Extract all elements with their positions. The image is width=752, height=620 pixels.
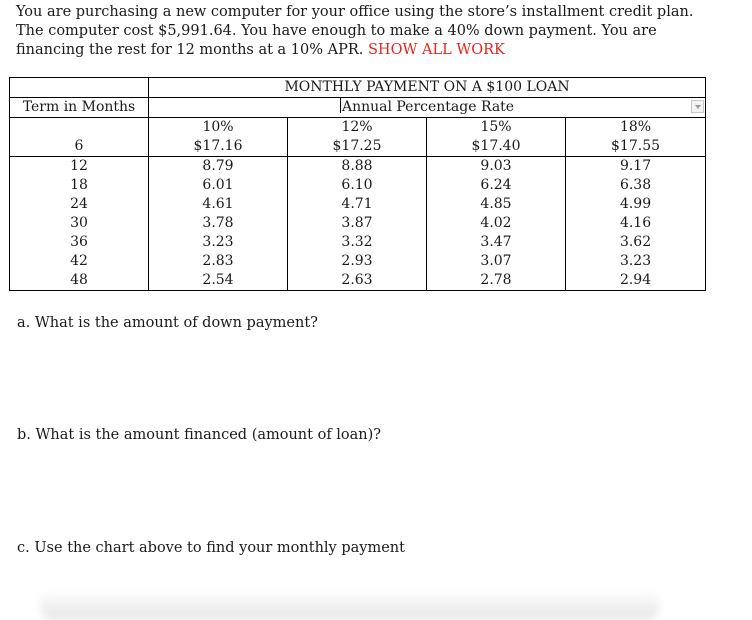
payment-cell: 8.79 xyxy=(149,157,288,177)
payment-cell: 8.88 xyxy=(288,157,427,177)
term-cell: 30 xyxy=(10,214,149,233)
rate-header: 12% xyxy=(288,118,427,138)
payment-cell: 4.85 xyxy=(427,195,566,214)
term-cell: 48 xyxy=(10,271,149,291)
payment-cell: $17.40 xyxy=(427,137,566,157)
question-a: a. What is the amount of down payment? xyxy=(17,315,318,331)
table-title: MONTHLY PAYMENT ON A $100 LOAN xyxy=(149,78,706,98)
payment-cell: 2.93 xyxy=(288,252,427,271)
payment-cell: 6.01 xyxy=(149,176,288,195)
blank-cell xyxy=(10,118,149,138)
problem-statement xyxy=(16,3,706,60)
payment-cell: 6.10 xyxy=(288,176,427,195)
payment-cell: 3.23 xyxy=(149,233,288,252)
payment-cell: 2.78 xyxy=(427,271,566,291)
apr-header-row xyxy=(10,98,706,118)
payment-cell: $17.25 xyxy=(288,137,427,157)
table-title-row xyxy=(10,78,706,98)
payment-cell: 9.03 xyxy=(427,157,566,177)
problem-text: You are purchasing a new computer for your office using the store’s installment credit plan. The computer cost $5,991.64. You have enough to make a 40% down payment. You are financing the rest for 12 months at a 10% APR. xyxy=(16,4,694,58)
payment-cell: 2.94 xyxy=(566,271,706,291)
payment-cell: $17.55 xyxy=(566,137,706,157)
term-cell: 12 xyxy=(10,157,149,177)
table-row xyxy=(10,137,706,157)
payment-cell: $17.16 xyxy=(149,137,288,157)
payment-cell: 6.24 xyxy=(427,176,566,195)
payment-cell: 3.07 xyxy=(427,252,566,271)
payment-cell: 3.78 xyxy=(149,214,288,233)
table-row xyxy=(10,176,706,195)
term-cell: 18 xyxy=(10,176,149,195)
payment-cell: 4.02 xyxy=(427,214,566,233)
question-b: b. What is the amount financed (amount of loan)? xyxy=(17,427,382,443)
rate-header-row xyxy=(10,118,706,138)
scroll-shadow xyxy=(40,590,660,620)
payment-cell: 9.17 xyxy=(566,157,706,177)
payment-cell: 6.38 xyxy=(566,176,706,195)
blank-cell xyxy=(10,78,149,98)
apr-header: Annual Percentage Rate xyxy=(341,99,515,115)
term-cell: 36 xyxy=(10,233,149,252)
term-cell: 42 xyxy=(10,252,149,271)
table-row xyxy=(10,252,706,271)
term-cell: 24 xyxy=(10,195,149,214)
payment-cell: 3.23 xyxy=(566,252,706,271)
table-row xyxy=(10,271,706,291)
payment-cell: 4.61 xyxy=(149,195,288,214)
table-row xyxy=(10,214,706,233)
payment-cell: 4.99 xyxy=(566,195,706,214)
apr-header-cell[interactable] xyxy=(149,98,706,118)
payment-cell: 3.32 xyxy=(288,233,427,252)
monthly-payment-table xyxy=(9,77,706,291)
payment-cell: 2.63 xyxy=(288,271,427,291)
payment-cell: 4.71 xyxy=(288,195,427,214)
show-all-work-note: SHOW ALL WORK xyxy=(368,42,505,58)
table-row xyxy=(10,233,706,252)
table-row xyxy=(10,195,706,214)
text-cursor xyxy=(340,98,341,113)
rate-header: 15% xyxy=(427,118,566,138)
term-header: Term in Months xyxy=(10,98,149,118)
payment-cell: 2.54 xyxy=(149,271,288,291)
term-cell: 6 xyxy=(10,137,149,157)
payment-cell: 3.47 xyxy=(427,233,566,252)
payment-cell: 4.16 xyxy=(566,214,706,233)
table-row xyxy=(10,157,706,177)
dropdown-arrow-icon[interactable] xyxy=(691,100,704,113)
rate-header: 18% xyxy=(566,118,706,138)
question-c: c. Use the chart above to find your monthly payment xyxy=(17,540,405,556)
rate-header: 10% xyxy=(149,118,288,138)
payment-cell: 3.62 xyxy=(566,233,706,252)
payment-cell: 3.87 xyxy=(288,214,427,233)
payment-cell: 2.83 xyxy=(149,252,288,271)
